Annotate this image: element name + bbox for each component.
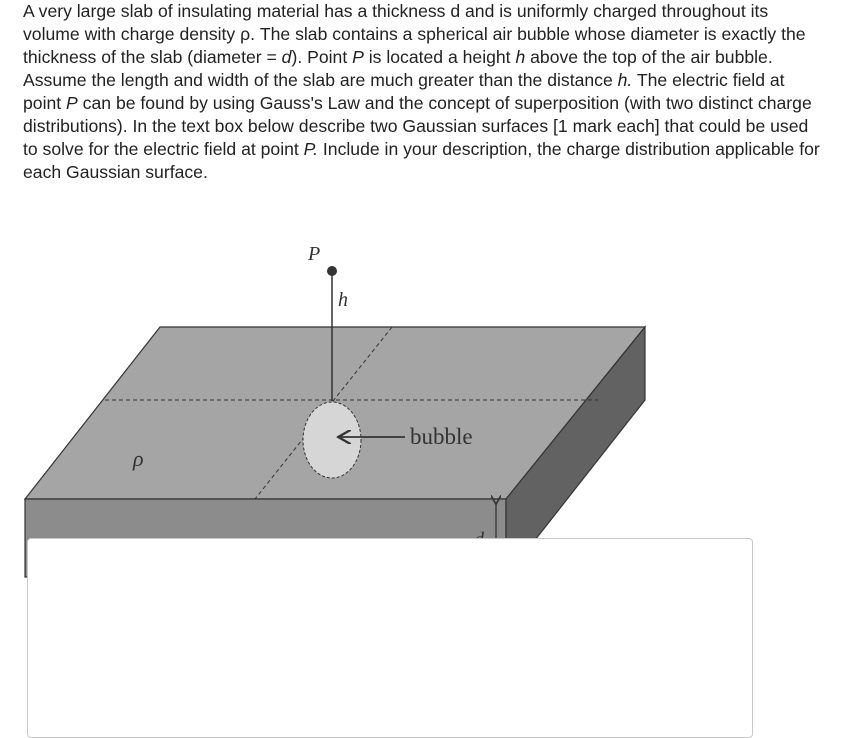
- label-rho: ρ: [133, 446, 144, 471]
- question-segment: can be found by using Gauss's Law and the concept of superposition (with two distinct charge distributions). In the text box below describe two Gaussian surfaces [1 mark each] that could be used to solve for the electric field at point: [23, 93, 812, 159]
- question-segment: Include in your description, the charge distribution applicable for each Gaussian surface.: [23, 139, 820, 182]
- bubble: [303, 402, 361, 478]
- question-segment: above the top of the air bubble. Assume the length and width of the slab are much greater than the distance: [23, 47, 773, 90]
- question-segment: A very large slab of insulating material has a thickness d and is uniformly charged throughout its volume with charge density ρ. The slab contains a spherical air bubble whose diameter is exactly the thickness of the slab (diameter =: [23, 1, 806, 67]
- question-var: d: [281, 47, 292, 67]
- question-segment: The electric field at point: [23, 70, 785, 113]
- label-bubble: bubble: [410, 424, 473, 449]
- question-var: P: [66, 93, 78, 113]
- question-text: [23, 0, 823, 184]
- question-var: h: [515, 47, 526, 67]
- answer-textbox[interactable]: [27, 538, 753, 738]
- label-h: h: [338, 289, 348, 311]
- question-segment: ). Point: [291, 47, 353, 67]
- question-var: P: [352, 47, 364, 67]
- question-var: h.: [617, 70, 633, 90]
- point-p: [327, 266, 337, 276]
- slab-diagram: [0, 230, 680, 520]
- question-var: P.: [303, 139, 319, 159]
- question-segment: is located a height: [363, 47, 516, 67]
- label-p: P: [308, 243, 321, 265]
